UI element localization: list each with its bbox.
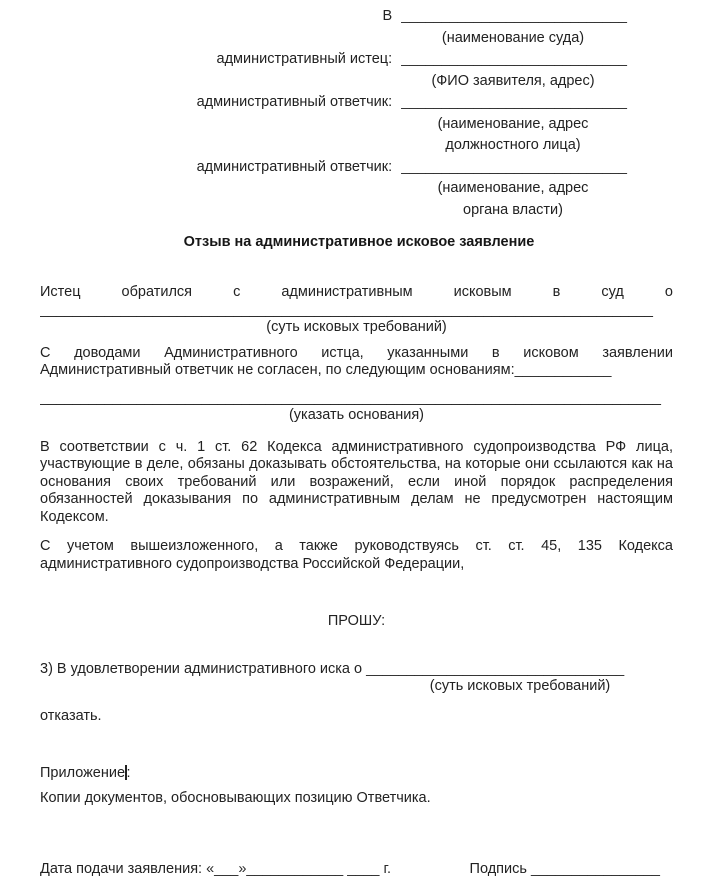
grounds-inline-blank[interactable]: ____________ [514, 362, 612, 378]
document-header [0, 0, 718, 221]
request-item-text: 3) В удовлетворении административного иска о [40, 660, 367, 677]
grounds-caption: (указать основания) [288, 407, 425, 423]
attachment-heading [40, 765, 673, 783]
respondent-authority-blank[interactable]: ____________________________ [401, 158, 627, 175]
date-blanks[interactable]: «___»____________ ____ г. [202, 861, 392, 877]
signature-blank[interactable]: ________________ [530, 861, 660, 877]
court-row [0, 6, 627, 28]
objection-line2-text: Административный ответчик не согласен, по следующим основаниям: [40, 362, 515, 378]
objection-line1: С доводами Административного истца, указанными в исковом заявлении [40, 344, 673, 361]
court-caption: (наименование суда) [441, 29, 585, 46]
claim-details-blank-line[interactable]: ____________________________________________________________________________ [40, 301, 653, 318]
attachment-item: Копии документов, обосновывающих позицию Ответчика. [40, 789, 431, 806]
refuse-text: отказать. [40, 707, 102, 724]
respondent-authority-row [0, 157, 627, 179]
respondent-official-row [0, 92, 627, 114]
respondent-authority-caption-line1: (наименование, адрес [437, 180, 589, 196]
plaintiff-caption: (ФИО заявителя, адрес) [431, 72, 595, 89]
date-label: Дата подачи заявления: [40, 861, 203, 877]
conclusion-line1: С учетом вышеизложенного, а также руководствуясь ст. ст. 45, 135 Кодекса [40, 538, 673, 554]
attachment-label: Приложение [40, 765, 126, 781]
conclusion-line2: административного судопроизводства Российской Федерации, [40, 555, 465, 572]
request-heading: ПРОШУ: [327, 613, 386, 629]
respondent-official-blank[interactable]: ____________________________ [401, 94, 627, 110]
plaintiff-row [0, 49, 627, 71]
claim-sentence: Истец обратился с административным исковым в суд о [40, 284, 673, 300]
conclusion-paragraph [40, 538, 673, 573]
respondent-authority-label: административный ответчик: [196, 158, 393, 175]
signature-line [470, 861, 660, 879]
respondent-authority-caption-line2: органа власти) [463, 201, 563, 218]
footer-row [40, 861, 673, 879]
signature-label: Подпись [469, 861, 531, 877]
objection-paragraph [40, 345, 673, 380]
request-subject-blank[interactable]: ________________________________ [366, 660, 625, 677]
law-paragraph: В соответствии с ч. 1 ст. 62 Кодекса административного судопроизводства РФ лица, участвующие в деле, обязаны доказывать обстоятельства, на которые они ссылаются как на основания своих требований или возражений, если иной порядок распределения обязанностей доказывания по административным делам не предусмотрен настоящим Кодексом. [40, 438, 673, 525]
respondent-official-caption-line2: должностного лица) [445, 137, 581, 153]
date-line [40, 861, 391, 879]
document-title: Отзыв на административное исковое заявление [183, 234, 535, 250]
objection-line2 [40, 362, 673, 380]
plaintiff-label: административный истец: [216, 51, 393, 67]
respondent-official-label: административный ответчик: [196, 94, 393, 110]
claim-caption: (суть исковых требований) [266, 319, 447, 335]
request-item [40, 661, 673, 679]
attachment-colon: : [126, 765, 131, 781]
court-name-blank[interactable]: ____________________________ [401, 8, 627, 24]
respondent-official-caption-line1: (наименование, адрес [437, 115, 589, 132]
document-body [0, 284, 718, 879]
grounds-blank-line[interactable]: _____________________________________________________________________________ [40, 389, 661, 406]
request-caption: (суть исковых требований) [429, 678, 611, 694]
plaintiff-blank[interactable]: ____________________________ [401, 51, 627, 67]
court-prefix: В [382, 8, 393, 24]
